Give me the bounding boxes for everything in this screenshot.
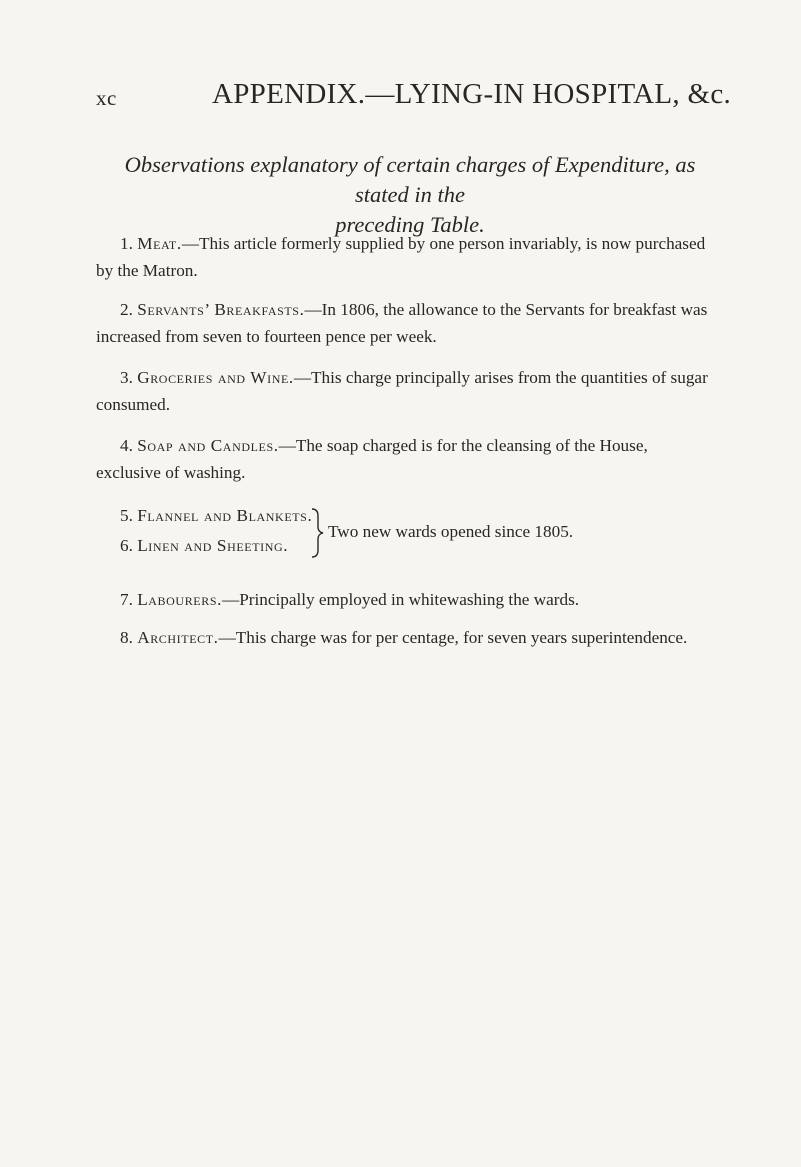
list-item [96, 624, 708, 651]
item-heading: Servants’ Breakfasts. [137, 300, 305, 319]
item-number: 5. [120, 506, 133, 525]
item-number: 7. [120, 590, 133, 609]
section-title [100, 150, 720, 240]
bracketed-items [96, 506, 716, 566]
list-item [96, 296, 708, 350]
item-number: 4. [120, 436, 133, 455]
page-number: xc [96, 86, 117, 110]
item-number: 3. [120, 368, 133, 387]
item-text: —This charge principally arises from the quantities of sugar consumed. [96, 368, 708, 414]
item-number: 6. [120, 536, 133, 555]
section-title-line-2: preceding Table. [335, 212, 485, 237]
item-text: —In 1806, the allowance to the Servants for breakfast was increased from seven to fourteen pence per week. [96, 300, 708, 346]
item-heading: Flannel and Blankets. [137, 506, 313, 525]
item-heading: Labourers. [137, 590, 222, 609]
item-text: —Principally employed in whitewashing the wards. [222, 590, 580, 609]
item-number: 1. [120, 234, 133, 253]
page-header [0, 78, 801, 118]
list-item [96, 230, 708, 284]
item-heading: Soap and Candles. [137, 436, 279, 455]
list-item [96, 586, 708, 613]
list-item [96, 432, 708, 486]
item-text: —This charge was for per centage, for seven years superintendence. [218, 628, 688, 647]
list-item [96, 364, 708, 418]
list-item [120, 506, 312, 526]
right-brace-icon [310, 508, 324, 558]
brace-note: Two new wards opened since 1805. [328, 522, 574, 541]
item-heading: Groceries and Wine. [137, 368, 294, 387]
item-number: 8. [120, 628, 133, 647]
item-heading: Meat. [137, 234, 182, 253]
item-number: 2. [120, 300, 133, 319]
item-text: —The soap charged is for the cleansing of the House, exclusive of washing. [96, 436, 648, 482]
item-heading: Architect. [137, 628, 219, 647]
item-text: —This article formerly supplied by one person invariably, is now purchased by the Matron. [96, 234, 706, 280]
item-heading: Linen and Sheeting. [137, 536, 289, 555]
running-head: APPENDIX.—LYING-IN HOSPITAL, &c. [212, 78, 732, 110]
section-title-line-1: Observations explanatory of certain charges of Expenditure, as stated in the [124, 152, 696, 207]
list-item [120, 536, 288, 556]
